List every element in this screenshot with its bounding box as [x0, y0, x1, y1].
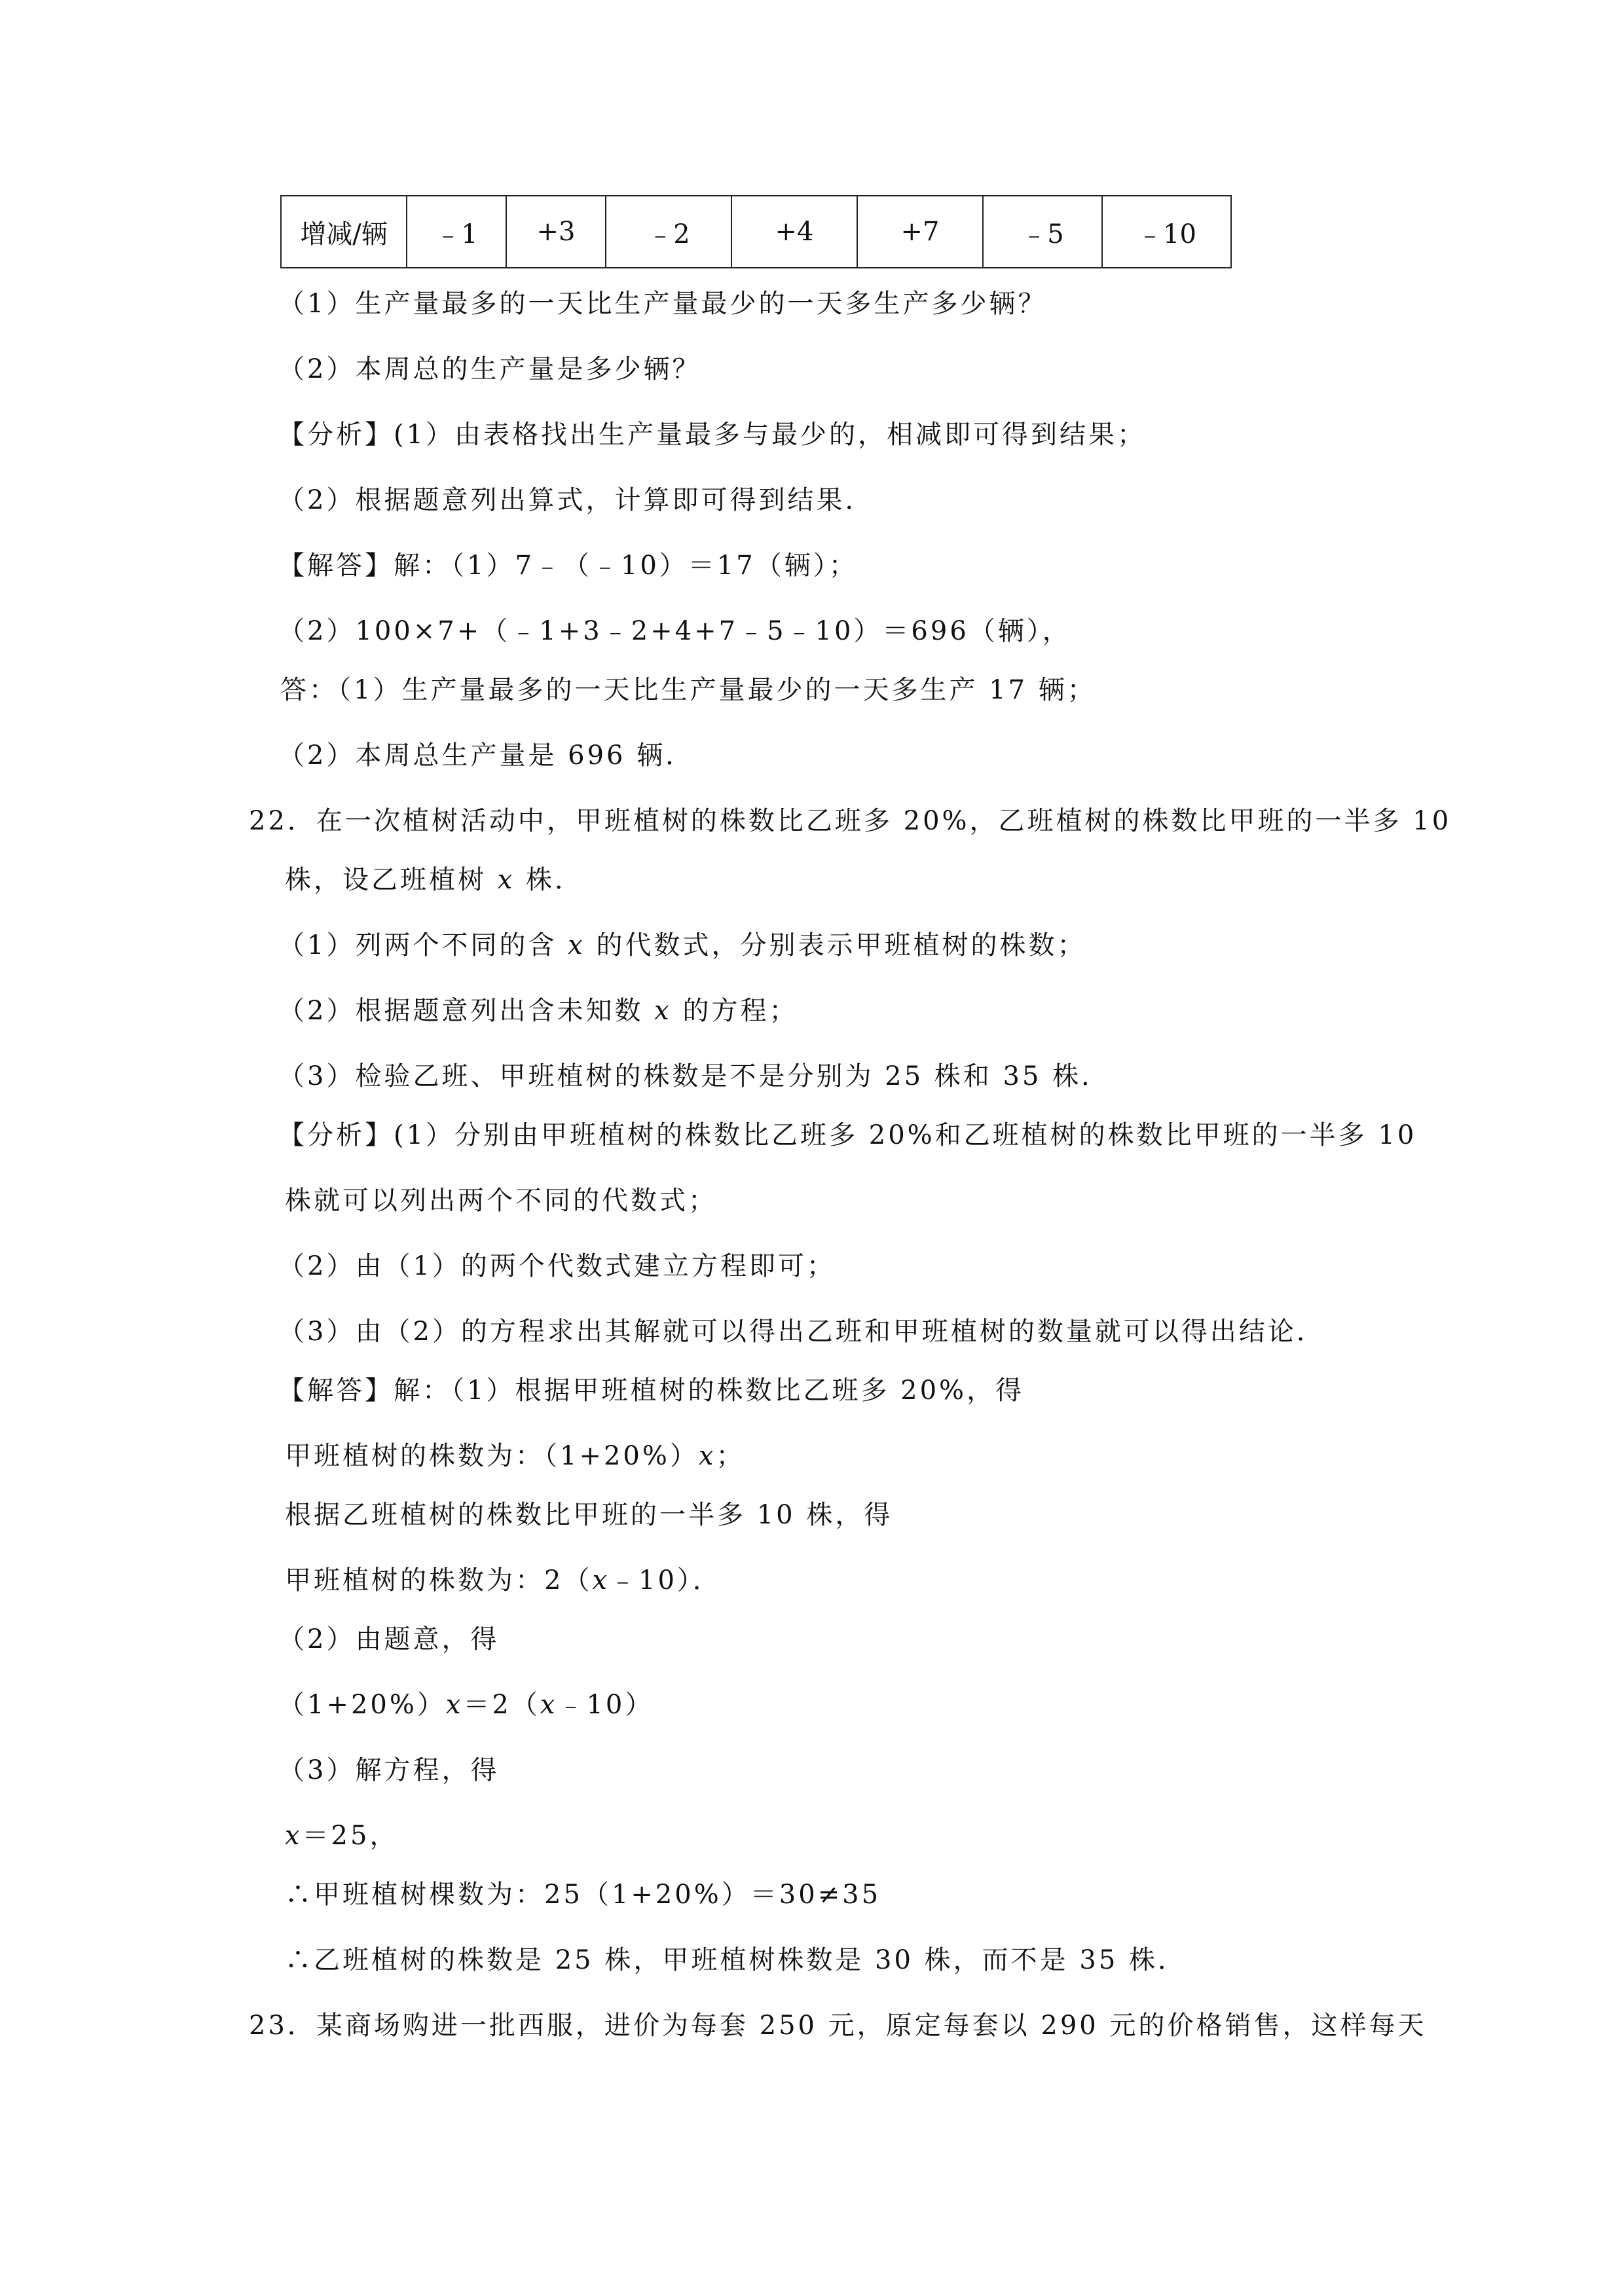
q22-sub3: （3）检验乙班、甲班植树的株数是不是分别为 25 株和 35 株． — [278, 1061, 1111, 1091]
variable-x: x — [568, 930, 585, 960]
q22-answer-6 — [278, 1687, 654, 1722]
q22-answer-5: （2）由题意，得 — [278, 1624, 500, 1654]
q22-stem-text: 株． — [515, 865, 583, 895]
variable-x: x — [592, 1565, 610, 1595]
q22-sub2-text: 的方程； — [671, 996, 798, 1026]
table-cell: +4 — [731, 196, 857, 268]
q22-answer-text: ； — [716, 1441, 745, 1471]
q22-answer-9: ∴甲班植树棵数为：25（1+20%）＝30≠35 — [285, 1880, 881, 1910]
q22-analysis-2: 株就可以列出两个不同的代数式； — [285, 1186, 717, 1216]
table-row — [281, 196, 1231, 268]
q22-answer-text: 甲班植树的株数为：（1+20%） — [285, 1441, 699, 1471]
table-cell: +7 — [857, 196, 983, 268]
q21-reply-2: （2）本周总生产量是 696 辆． — [278, 740, 695, 771]
q22-stem-text: 株，设乙班植树 — [285, 865, 498, 895]
q22-stem-text: 在一次植树活动中，甲班植树的株数比乙班多 20%，乙班植树的株数比甲班的一半多 10 — [316, 806, 1452, 836]
q21-answer-1: 【解答】解：（1）7﹣（﹣10）＝17（辆）； — [278, 551, 858, 581]
q22-answer-4 — [285, 1563, 722, 1598]
q22-sub1-text: （1）列两个不同的含 — [278, 930, 568, 960]
q22-answer-1: 【解答】解：（1）根据甲班植树的株数比乙班多 20%，得 — [278, 1376, 1025, 1406]
question-number: 23． — [249, 2011, 316, 2041]
question-number: 22． — [249, 806, 316, 836]
q23-stem-line-1 — [249, 2008, 1426, 2043]
q21-analysis-2: （2）根据题意列出算式，计算即可得到结果． — [278, 485, 874, 515]
table-cell: ﹣2 — [606, 196, 731, 268]
q22-analysis-1: 【分析】(1）分别由甲班植树的株数比乙班多 20%和乙班植树的株数比甲班的一半多 10 — [278, 1120, 1417, 1150]
q21-sub1: （1）生产量最多的一天比生产量最少的一天多生产多少辆？ — [278, 289, 1047, 319]
table-header-cell: 增减/辆 — [281, 196, 407, 268]
table-cell: +3 — [506, 196, 606, 268]
q21-analysis-1: 【分析】(1）由表格找出生产量最多与最少的，相减即可得到结果； — [278, 420, 1147, 450]
q22-answer-text: ＝25， — [302, 1821, 399, 1851]
q22-sub1-text: 的代数式，分别表示甲班植树的株数； — [585, 930, 1086, 960]
variable-x: x — [698, 1441, 716, 1471]
variable-x: x — [654, 996, 672, 1026]
variable-x: x — [540, 1690, 558, 1720]
q22-answer-text: ﹣10） — [557, 1690, 654, 1720]
variable-x: x — [285, 1821, 303, 1851]
q22-stem-line-2 — [285, 862, 583, 898]
q22-sub2-text: （2）根据题意列出含未知数 — [278, 996, 655, 1026]
q21-sub2: （2）本周总的生产量是多少辆？ — [278, 354, 701, 384]
q21-reply-1: 答：（1）生产量最多的一天比生产量最少的一天多生产 17 辆； — [280, 675, 1096, 705]
q22-answer-10: ∴乙班植树的株数是 25 株，甲班植树株数是 30 株，而不是 35 株． — [285, 1945, 1187, 1975]
q22-answer-text: （1+20%） — [278, 1690, 446, 1720]
q22-sub1 — [278, 928, 1086, 963]
q22-analysis-3: （2）由（1）的两个代数式建立方程即可； — [278, 1251, 836, 1281]
q22-answer-7: （3）解方程，得 — [278, 1755, 500, 1785]
q22-answer-text: 甲班植树的株数为：2（ — [285, 1565, 593, 1595]
q22-answer-8 — [285, 1818, 398, 1853]
table-cell: ﹣1 — [407, 196, 506, 268]
q22-answer-2 — [285, 1438, 745, 1474]
q22-analysis-4: （3）由（2）的方程求出其解就可以得出乙班和甲班植树的数量就可以得出结论． — [278, 1317, 1325, 1347]
variable-x: x — [445, 1690, 464, 1720]
q22-answer-text: ﹣10）． — [610, 1565, 722, 1595]
variable-x: x — [497, 865, 515, 895]
q22-answer-3: 根据乙班植树的株数比甲班的一半多 10 株，得 — [285, 1500, 893, 1530]
table-cell: ﹣10 — [1102, 196, 1231, 268]
q21-answer-2: （2）100×7+（﹣1+3﹣2+4+7﹣5﹣10）＝696（辆）， — [278, 616, 1071, 646]
q22-stem-line-1 — [249, 803, 1451, 839]
production-change-table — [280, 195, 1232, 268]
q23-stem-text: 某商场购进一批西服，进价为每套 250 元，原定每套以 290 元的价格销售，这样每天 — [316, 2011, 1427, 2041]
q22-sub2 — [278, 993, 798, 1029]
table-cell: ﹣5 — [983, 196, 1102, 268]
q22-answer-text: ＝2（ — [463, 1690, 540, 1720]
